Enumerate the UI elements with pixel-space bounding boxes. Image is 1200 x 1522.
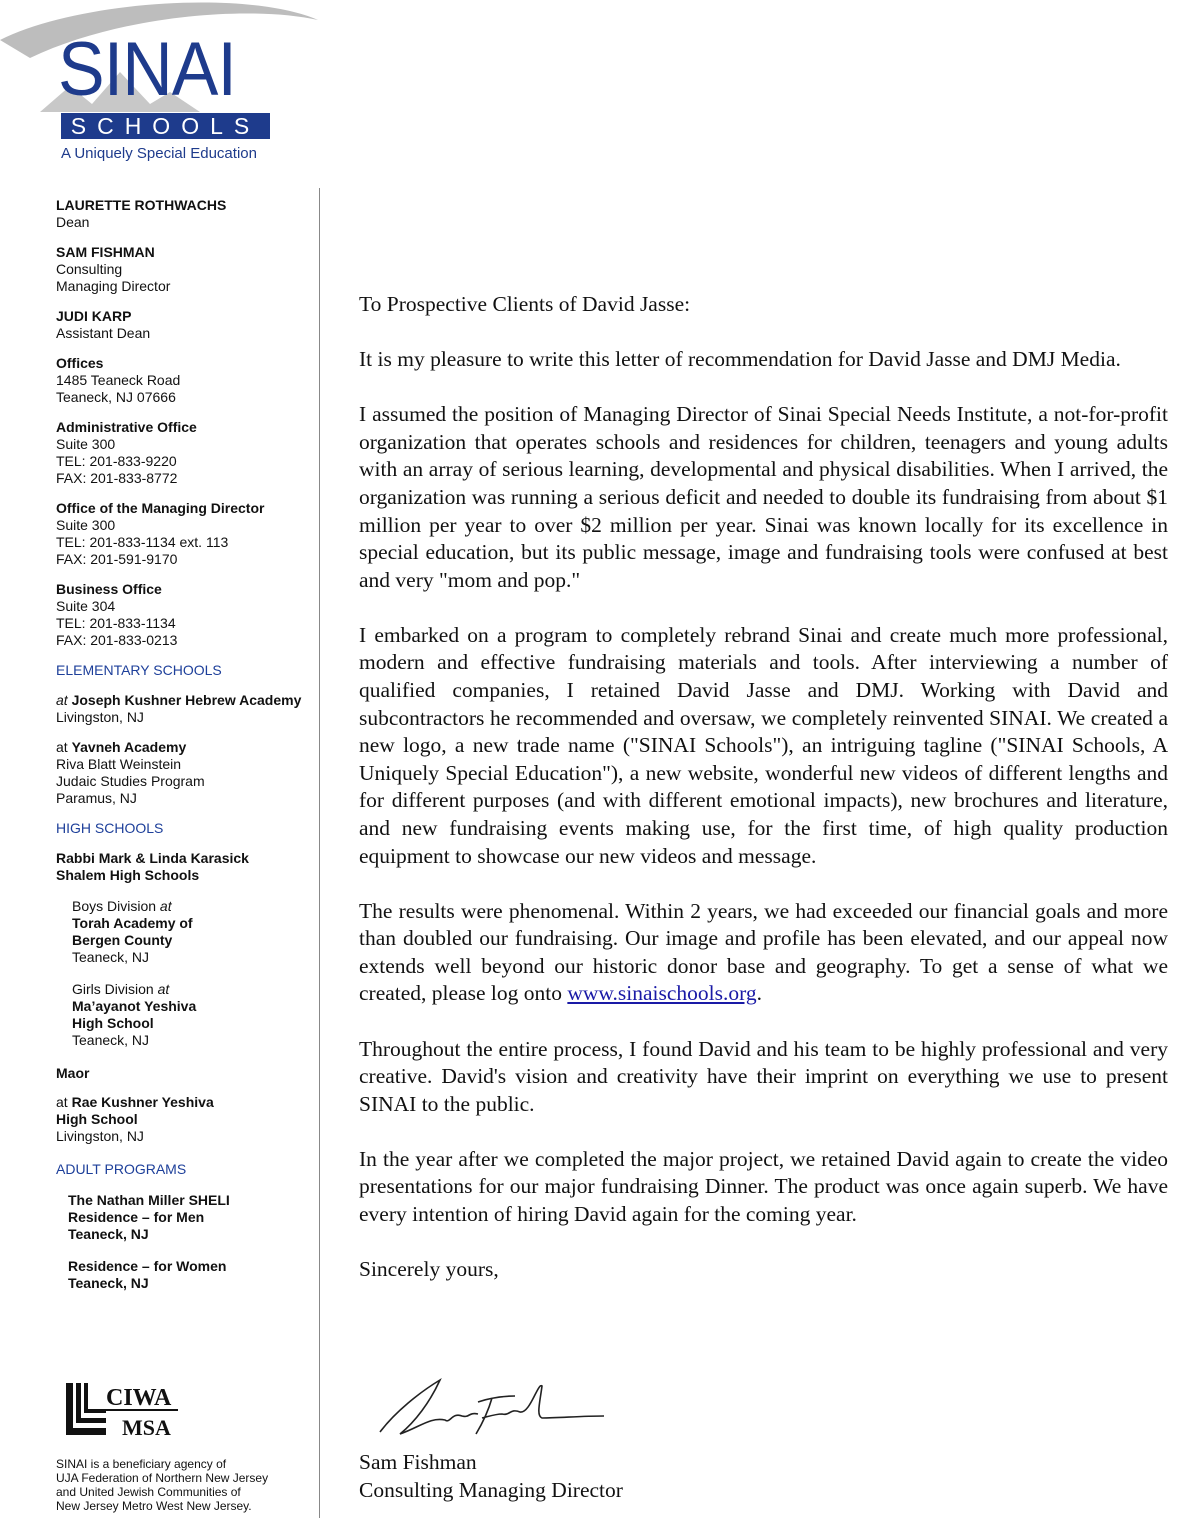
office-line: TEL: 201-833-9220 xyxy=(56,453,177,469)
maor-program: Maor xyxy=(56,1065,90,1081)
program-line: The Nathan Miller SHELI xyxy=(68,1192,230,1208)
high-schools-heading: HIGH SCHOOLS xyxy=(56,820,164,836)
school-name: Rae Kushner Yeshiva xyxy=(71,1094,214,1110)
staff-title: Managing Director xyxy=(56,278,171,294)
paragraph-text: The results were phenomenal. Within 2 years, we had exceeded our financial goals and more than doubled our fundraising. Our image and profile has been elevated, and our appeal now extends well beyond our historic donor base and geography. To get a sense of what we created, please log onto xyxy=(359,898,1168,1006)
school-yavneh-academy xyxy=(56,739,318,807)
division-at: at xyxy=(157,981,170,997)
office-administrative xyxy=(56,419,318,487)
office-line: FAX: 201-833-0213 xyxy=(56,632,178,648)
office-line: 1485 Teaneck Road xyxy=(56,372,181,388)
residence-men xyxy=(56,1192,318,1243)
footer-line: UJA Federation of Northern New Jersey xyxy=(56,1471,269,1485)
staff-name: LAURETTE ROTHWACHS xyxy=(56,197,227,213)
msa-text: MSA xyxy=(122,1415,171,1439)
office-name: Office of the Managing Director xyxy=(56,500,265,516)
ciwa-text: CIWA xyxy=(106,1385,172,1411)
office-managing-director xyxy=(56,500,318,568)
letterhead-sidebar xyxy=(56,197,318,1292)
website-link[interactable]: www.sinaischools.org xyxy=(567,981,757,1006)
staff-assistant-dean xyxy=(56,308,318,342)
school-name: Ma’ayanot Yeshiva xyxy=(72,998,197,1014)
school-line: Livingston, NJ xyxy=(56,709,144,725)
division-label: Girls Division xyxy=(72,981,154,997)
signer-block xyxy=(359,1448,623,1504)
program-line: Teaneck, NJ xyxy=(68,1275,149,1291)
program-line: Residence – for Men xyxy=(68,1209,205,1225)
school-kushner-academy xyxy=(56,692,318,726)
handwritten-signature xyxy=(370,1372,610,1442)
beneficiary-footer xyxy=(56,1457,306,1513)
staff-title: Consulting xyxy=(56,261,123,277)
letter-salutation: To Prospective Clients of David Jasse: xyxy=(359,292,691,316)
letter-paragraph xyxy=(359,898,1168,1008)
school-name: Shalem High Schools xyxy=(56,867,200,883)
office-name: Administrative Office xyxy=(56,419,197,435)
paragraph-text: . xyxy=(756,981,763,1006)
staff-managing-director xyxy=(56,244,318,295)
school-line: Judaic Studies Program xyxy=(56,773,205,789)
program-line: Teaneck, NJ xyxy=(68,1226,149,1242)
elementary-schools-heading: ELEMENTARY SCHOOLS xyxy=(56,662,222,678)
office-line: FAX: 201-591-9170 xyxy=(56,551,178,567)
logo-tagline: A Uniquely Special Education xyxy=(61,145,257,162)
school-name: Rabbi Mark & Linda Karasick xyxy=(56,850,249,866)
school-at: at xyxy=(56,1094,68,1110)
office-line: TEL: 201-833-1134 xyxy=(56,615,176,631)
school-name: Torah Academy of xyxy=(72,915,193,931)
office-business xyxy=(56,581,318,649)
signer-title: Consulting Managing Director xyxy=(359,1478,623,1502)
footer-line: New Jersey Metro West New Jersey. xyxy=(56,1499,252,1513)
school-city: Livingston, NJ xyxy=(56,1128,144,1144)
school-name: Joseph Kushner Hebrew Academy xyxy=(71,692,302,708)
sidebar-divider xyxy=(319,188,320,1518)
office-line: Teaneck, NJ 07666 xyxy=(56,389,176,405)
staff-name: JUDI KARP xyxy=(56,308,132,324)
division-at: at xyxy=(159,898,172,914)
logo-wordmark: SINAI xyxy=(58,27,237,112)
school-line: Riva Blatt Weinstein xyxy=(56,756,182,772)
school-name: Yavneh Academy xyxy=(71,739,187,755)
school-rae-kushner xyxy=(56,1094,318,1145)
staff-name: SAM FISHMAN xyxy=(56,244,155,260)
school-name: High School xyxy=(56,1111,138,1127)
office-name: Offices xyxy=(56,355,104,371)
school-at: at xyxy=(56,692,68,708)
office-line: Suite 300 xyxy=(56,436,116,452)
school-city: Teaneck, NJ xyxy=(72,1032,150,1048)
office-line: Suite 300 xyxy=(56,517,116,533)
school-at: at xyxy=(56,739,68,755)
letter-paragraph: I embarked on a program to completely rebrand Sinai and create much more professional, modern and effective fundraising materials and tools. After interviewing a number of qualified companies, I retained David Jasse and DMJ. Working with David and subcontractors he recommended and oversaw, we completely reinvented SINAI. We created a new logo, a new trade name ("SINAI Schools"), an intriguing tagline ("SINAI Schools, A Uniquely Special Education"), a new website, wonderful new videos of different lengths and for different purposes (and with different emotional impacts), new brochures and literature, and new fundraising events making use, for the first time, of high quality production equipment to showcase our new videos and message. xyxy=(359,622,1168,868)
staff-dean xyxy=(56,197,318,231)
residence-women xyxy=(56,1258,318,1292)
girls-division xyxy=(56,981,318,1049)
letter-paragraph: Throughout the entire process, I found David and his team to be highly professional and very creative. David's vision and creativity have their imprint on everything we use to present SINAI to the public. xyxy=(359,1036,1168,1116)
shalem-high-schools xyxy=(56,850,318,884)
letter-closing: Sincerely yours, xyxy=(359,1257,499,1282)
footer-line: SINAI is a beneficiary agency of xyxy=(56,1457,227,1471)
letter-paragraph: I assumed the position of Managing Director of Sinai Special Needs Institute, a not-for-profit organization that operates schools and residences for children, teenagers and young adults with an array of serious learning, developmental and physical disabilities. When I arrived, the organization was running a serious deficit and needed to double its fundraising from about $1 million per year to over $2 million per year. Sinai was known locally for its excellence in special education, but its public message, image and fundraising tools were confused at best and very "mom and pop." xyxy=(359,402,1168,592)
ciwa-msa-logo xyxy=(66,1383,186,1439)
sinai-schools-logo xyxy=(0,0,340,175)
division-label: Boys Division xyxy=(72,898,157,914)
staff-title: Dean xyxy=(56,214,90,230)
office-line: TEL: 201-833-1134 ext. 113 xyxy=(56,534,229,550)
office-main xyxy=(56,355,318,406)
ciwa-msa-emblem-icon xyxy=(66,1383,186,1439)
school-line: Paramus, NJ xyxy=(56,790,137,806)
letter-paragraph: In the year after we completed the major project, we retained David again to create the video presentations for our major fundraising Dinner. The product was once again superb. We have every intention of hiring David again for the coming year. xyxy=(359,1146,1168,1227)
school-city: Teaneck, NJ xyxy=(72,949,150,965)
program-line: Residence – for Women xyxy=(68,1258,227,1274)
school-name: High School xyxy=(72,1015,154,1031)
office-line: FAX: 201-833-8772 xyxy=(56,470,178,486)
boys-division xyxy=(56,898,318,966)
school-name: Bergen County xyxy=(72,932,173,948)
office-line: Suite 304 xyxy=(56,598,116,614)
logo-schools-bar: SCHOOLS xyxy=(61,113,270,139)
office-name: Business Office xyxy=(56,581,162,597)
adult-programs-heading: ADULT PROGRAMS xyxy=(56,1161,187,1177)
letter-paragraph: It is my pleasure to write this letter of recommendation for David Jasse and DMJ Media. xyxy=(359,347,1121,372)
signer-name: Sam Fishman xyxy=(359,1450,477,1474)
letter-body xyxy=(359,291,1168,1311)
footer-line: and United Jewish Communities of xyxy=(56,1485,241,1499)
staff-title: Assistant Dean xyxy=(56,325,151,341)
